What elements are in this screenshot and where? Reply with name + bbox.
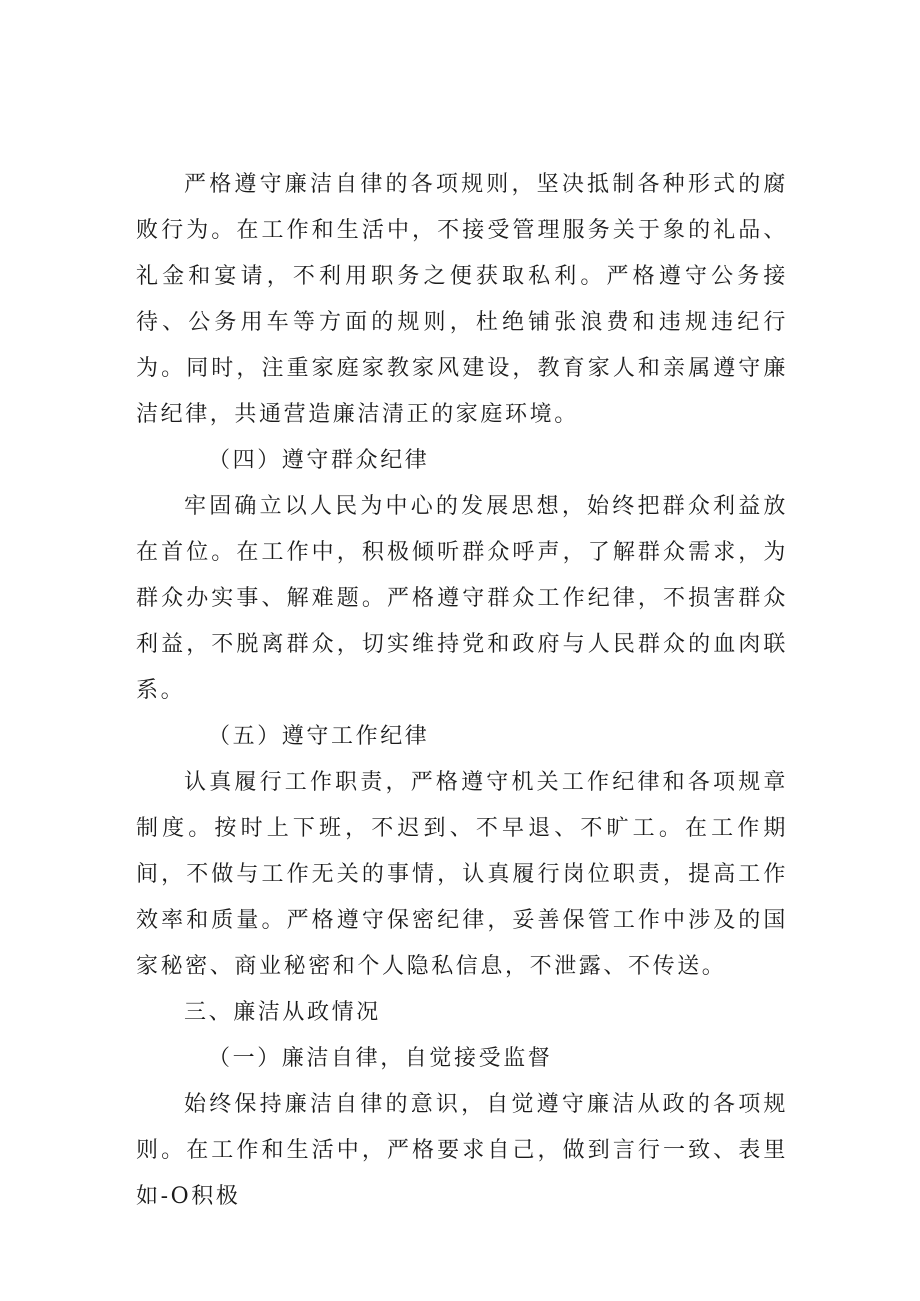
- heading-work-discipline: （五）遵守工作纪律: [208, 724, 430, 749]
- heading-mass-discipline: （四）遵守群众纪律: [208, 448, 430, 473]
- paragraph-self-discipline: 始终保持廉洁自律的意识，自觉遵守廉洁从政的各项规则。在工作和生活中，严格要求自己，做到言行一致、表里如-O积极: [136, 1092, 788, 1209]
- paragraph-integrity-rules: 严格遵守廉洁自律的各项规则，坚决抵制各种形式的腐败行为。在工作和生活中，不接受管理服务关于象的礼品、礼金和宴请，不利用职务之便获取私利。严格遵守公务接待、公务用车等方面的规则，杜绝铺张浪费和违规违纪行为。同时，注重家庭家教家风建设，教育家人和亲属遵守廉洁纪律，共通营造廉洁清正的家庭环境。: [136, 172, 788, 427]
- paragraph-mass-discipline: 牢固确立以人民为中心的发展思想，始终把群众利益放在首位。在工作中，积极倾听群众呼声，了解群众需求，为群众办实事、解难题。严格遵守群众工作纪律，不损害群众利益，不脱离群众，切实维持党和政府与人民群众的血肉联系。: [136, 494, 788, 703]
- heading-clean-governance: 三、廉洁从政情况: [184, 1000, 381, 1025]
- heading-self-discipline-supervision: （一）廉洁自律，自觉接受监督: [208, 1046, 553, 1071]
- paragraph-work-discipline: 认真履行工作职责，严格遵守机关工作纪律和各项规章制度。按时上下班，不迟到、不早退、不旷工。在工作期间，不做与工作无关的事情，认真履行岗位职责，提高工作效率和质量。严格遵守保密纪律，妥善保管工作中涉及的国家秘密、商业秘密和个人隐私信息，不泄露、不传送。: [136, 770, 788, 979]
- document-body: [136, 162, 788, 1220]
